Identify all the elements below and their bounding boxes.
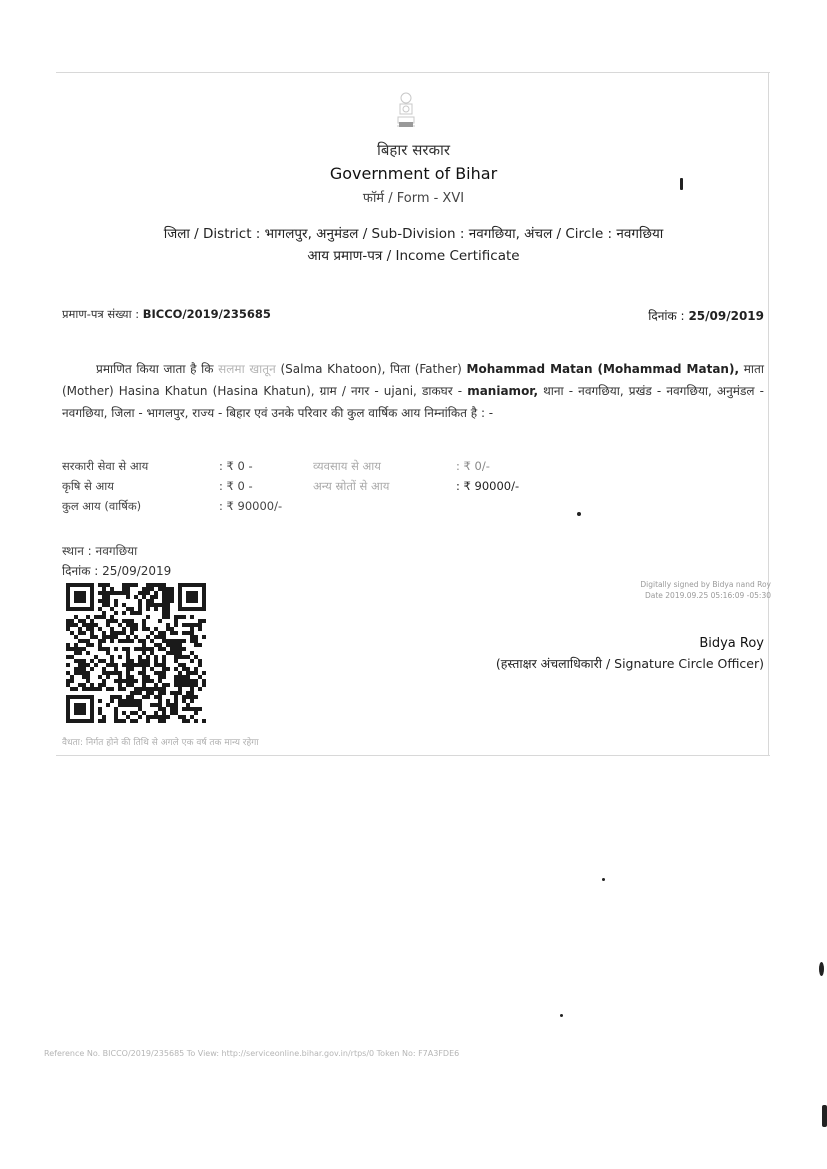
location-line: जिला / District : भागलपुर, अनुमंडल / Sub-Division : नवगछिया, अंचल / Circle : नवगछिया bbox=[163, 226, 664, 242]
place: स्थान : नवगछिया bbox=[62, 544, 138, 558]
statement-text: पिता (Father) bbox=[390, 362, 462, 376]
govt-service-value: : ₹ 0 - bbox=[219, 459, 253, 473]
business-value: : ₹ 0/- bbox=[456, 459, 490, 473]
form-number: फॉर्म / Form - XVI bbox=[362, 191, 465, 206]
total-income-label: कुल आय (वार्षिक) bbox=[62, 499, 142, 513]
business-label: व्यवसाय से आय bbox=[313, 459, 381, 473]
scan-speck bbox=[560, 1014, 563, 1017]
scan-speck bbox=[602, 878, 605, 881]
certificate-type: आय प्रमाण-पत्र / Income Certificate bbox=[307, 248, 520, 264]
emblem-icon bbox=[393, 88, 419, 134]
scan-speck bbox=[577, 512, 581, 516]
applicant-name-hindi: सलमा खातून bbox=[218, 362, 276, 376]
page-border-top bbox=[56, 72, 770, 73]
scan-speck bbox=[680, 178, 683, 190]
scan-speck bbox=[822, 1105, 827, 1127]
agriculture-value: : ₹ 0 - bbox=[219, 479, 253, 493]
father-name: Mohammad Matan (Mohammad Matan), bbox=[466, 362, 740, 376]
issue-date: दिनांक : 25/09/2019 bbox=[62, 564, 172, 578]
statement-text: माता (Mother) bbox=[62, 362, 764, 398]
certificate-number-label: प्रमाण-पत्र संख्या : bbox=[62, 307, 140, 321]
digital-signature-stamp bbox=[575, 579, 771, 601]
other-sources-value: : ₹ 90000/- bbox=[456, 479, 520, 493]
digital-signature-date: Date 2019.09.25 05:16:09 -05:30 bbox=[644, 591, 771, 600]
digital-signature-signer: Digitally signed by Bidya nand Roy bbox=[640, 580, 771, 589]
header-date bbox=[648, 307, 764, 324]
english-title: Government of Bihar bbox=[329, 164, 498, 183]
statement-text: डाकघर - bbox=[421, 384, 463, 398]
reference-line: Reference No. BICCO/2019/235685 To View: http://serviceonline.bihar.gov.in/rtps/0 Token No: F7A3FDE6 bbox=[44, 1049, 460, 1058]
validity-note: वैधता: निर्गत होने की तिथि से अगले एक वर्ष तक मान्य रहेगा bbox=[62, 738, 259, 748]
village-name: ujani, bbox=[383, 384, 417, 398]
other-sources-label: अन्य स्रोतों से आय bbox=[313, 479, 390, 493]
page-border-bottom bbox=[56, 755, 770, 756]
signatory-title: (हस्ताक्षर अंचलाधिकारी / Signature Circle Officer) bbox=[495, 656, 764, 671]
hindi-title: बिहार सरकार bbox=[376, 141, 451, 159]
certificate-number bbox=[62, 307, 271, 322]
total-income-value: : ₹ 90000/- bbox=[219, 499, 283, 513]
statement-text: थाना - नवगछिया, प्रखंड - नवगछिया, अनुमंडल - नवगछिया, जिला - भागलपुर, राज्य - बिहार एवं उनके परिवार की कुल वार्षिक आय निम्नांकित है : - bbox=[62, 384, 764, 420]
post-office-name: maniamor, bbox=[467, 384, 539, 398]
qr-code bbox=[66, 583, 206, 723]
scan-speck bbox=[819, 962, 824, 976]
statement-text: ग्राम / नगर - bbox=[319, 384, 379, 398]
certification-statement bbox=[62, 358, 764, 424]
signatory-name: Bidya Roy bbox=[699, 636, 764, 651]
header-date-value: 25/09/2019 bbox=[688, 309, 764, 323]
certificate-number-value: BICCO/2019/235685 bbox=[142, 307, 271, 321]
mother-name: Hasina Khatun (Hasina Khatun), bbox=[118, 384, 315, 398]
govt-service-label: सरकारी सेवा से आय bbox=[62, 459, 149, 473]
header-date-label: दिनांक : bbox=[648, 309, 685, 323]
statement-text: प्रमाणित किया जाता है कि bbox=[96, 362, 214, 376]
agriculture-label: कृषि से आय bbox=[62, 479, 114, 493]
applicant-name-english: (Salma Khatoon), bbox=[280, 362, 386, 376]
